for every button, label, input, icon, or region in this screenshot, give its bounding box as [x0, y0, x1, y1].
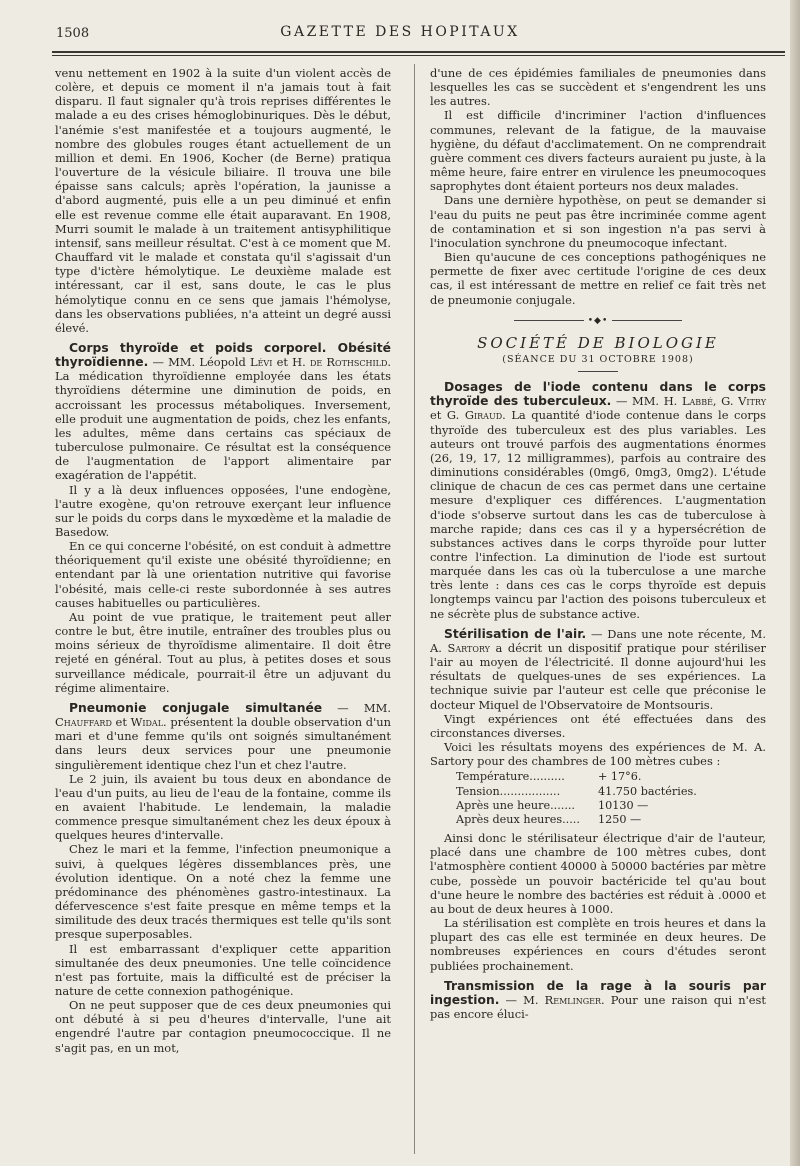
short-rule [578, 371, 618, 372]
column-divider [414, 64, 415, 1154]
paragraph: Au point de vue pratique, le traitement peut aller contre le but, être inutile, entraîner des troubles plus ou moins sérieux de thyroïdisme alimentaire. Il doit être rejeté en général. Tout au plus, à petites doses et sous surveillance médicale, pourrait-il être un adjuvant du régime alimentaire. [55, 609, 391, 695]
paragraph: Il est embarrassant d'expliquer cette apparition simultanée des deux pneumonies. Une telle coïncidence n'est pas fortuite, mais la difficulté est de préciser la nature de cette connexion pathogénique. [55, 941, 391, 998]
page-edge [790, 0, 800, 1166]
results-table [456, 770, 701, 827]
paragraph: Bien qu'aucune de ces conceptions pathogéniques ne permette de fixer avec certitude l'origine de ces deux cas, il est intéressant de mettre en relief ce fait très net de pneumonie conjugale. [430, 250, 766, 307]
section-title: Dosages de l'iode contenu dans le corps thyroïde des tuberculeux. [430, 380, 766, 409]
author: Lévi [250, 355, 273, 370]
section-title: Pneumonie conjugale simultanée [69, 700, 323, 715]
author: Vitry [738, 394, 766, 409]
author: de Rothschild [309, 355, 388, 370]
results-row: Tension................. 41.750 bactéries. [456, 784, 697, 798]
paragraph: On ne peut supposer que de ces deux pneumonies qui ont débuté à si peu d'heures d'intervalle, l'une ait engendré l'autre par contagion pneumococcique. Il ne s'agit pas, en un mot, [55, 998, 391, 1055]
section-rabies: Transmission de la rage à la souris par ingestion. — M. Remlinger. Pour une raison qui n'est pas encore éluci- [430, 978, 766, 1022]
paragraph: Ainsi donc le stérilisateur électrique d'air de l'auteur, placé dans une chambre de 100 mètres cubes, dont l'atmosphère contient 40000 à 50000 bactéries par mètre cube, possède un pouvoir bactéricide tel qu'au bout d'une heure le nombre des bactéries est réduit à .0000 et au bout de deux heures à 1000. [430, 831, 766, 916]
author: Sartory [447, 640, 490, 655]
running-title: GAZETTE DES HOPITAUX [280, 24, 520, 40]
author: Remlinger [544, 992, 602, 1007]
author: Chauffard [55, 715, 112, 730]
paragraph: Vingt expériences ont été effectuées dans des circonstances diverses. [430, 711, 766, 740]
paragraph: d'une de ces épidémies familiales de pneumonies dans lesquelles les cas se succèdent et s'engendrent les uns les autres. [430, 66, 766, 109]
author: Labbé [681, 394, 713, 409]
results-row: Température.......... + 17°6. [456, 770, 642, 784]
section-title: Corps thyroïde et poids corporel. Obésité thyroïdienne. [55, 340, 391, 370]
section-ornament: •◆• [430, 314, 766, 328]
author: Giraud [464, 408, 503, 423]
paragraph: La stérilisation est complète en trois heures et dans la plupart des cas elle est terminée en deux heures. De nombreuses expériences en cours d'études seront publiées prochainement. [430, 916, 766, 973]
paragraph: Le 2 juin, ils avaient bu tous deux en abondance de l'eau d'un puits, au lieu de l'eau de la fontaine, comme ils en avaient l'habitude. Le lendemain, la maladie commence presque simultanément chez les deux époux à quelques heures d'intervalle. [55, 771, 391, 843]
left-column [55, 66, 391, 1055]
section-iodine: Dosages de l'iode contenu dans le corps thyroïde des tuberculeux. — MM. H. Labbé, G. Vitry et G. Giraud. La quantité d'iode contenue dans le corps thyroïde des tuberculeux est des plus variables. Les auteurs ont trouvé parfois des augmentations énormes (26, 19, 17, 12 milligrammes), parfois au contraire des diminutions considérables (0mg6, 0mg3, 0mg2). L'étude clinique de chacun de ces cas permet dans une certaine mesure d'expliquer ces différences. L'augmentation d'iode s'observe surtout dans les cas de tuberculose à marche rapide; dans ces cas il y a hypersécrétion de substances actives dans le corps thyroïde pour lutter contre l'infection. La diminution de l'iode est surtout marquée dans les cas où la tuberculose a une marche très lente : dans ces cas le corps thyroïde est depuis longtemps vaincu par l'action des poisons tuberculeux et ne sécrète plus de substance active. [430, 380, 766, 621]
paragraph: Il y a là deux influences opposées, l'une endogène, l'autre exogène, qu'on retrouve exerçant leur influence sur le poids du corps dans le myxœdème et la maladie de Basedow. [55, 482, 391, 539]
section-thyroid: Corps thyroïde et poids corporel. Obésité thyroïdienne. — MM. Léopold Lévi et H. de Rothschild. La médication thyroïdienne employée dans les états thyroïdiens détermine une diminution de poids, en accroissant les processus métaboliques. Inversement, elle produit une augmentation de poids, chez les enfants, les adultes, même dans certains cas spéciaux de tuberculose pulmonaire. Ce résultat est la conséquence de l'augmentation de l'apport alimentaire par exagération de l'appétit. [55, 340, 391, 483]
section-title: Stérilisation de l'air. [444, 626, 587, 641]
session-date: (SÉANCE DU 31 OCTOBRE 1908) [502, 353, 694, 365]
paragraph: venu nettement en 1902 à la suite d'un violent accès de colère, et depuis ce moment il n'a jamais tout à fait disparu. Il faut signaler qu'à trois reprises différentes le malade a eu des crises hémoglobinuriques. Dès le début, l'anémie s'est manifestée et a toujours augmenté, le nombre des globules rouges étant actuellement de un million et demi. En 1906, Kocher (de Berne) pratiqua l'ouverture de la vésicule biliaire. Il trouva une bile épaisse sans calculs; après l'opération, la jaunisse a d'abord augmenté, puis elle a un peu diminué et enfin elle est revenue comme elle était auparavant. En 1908, Murri soumit le malade à un traitement antisyphilitique intensif, sans meilleur résultat. C'est à ce moment que M. Chauffard vit le malade et constata qu'il s'agissait d'un type d'ictère hémolytique. Le deuxième malade est intéressant, car il est, sans doute, le cas le plus hémolytique connu en ce sens que jamais l'hémolyse, dans les observations publiées, n'a atteint un degré aussi élevé. [55, 66, 391, 335]
right-column [430, 66, 766, 1021]
paragraph: Chez le mari et la femme, l'infection pneumonique a suivi, à quelques légères dissemblances près, une évolution identique. On a noté chez la femme une prédominance des phénomènes gastro-intestinaux. La défervescence s'est faite presque en même temps et la similitude des deux tracés thermiques est telle qu'ils sont presque superposables. [55, 842, 391, 942]
paragraph: En ce qui concerne l'obésité, on est conduit à admettre théoriquement qu'il existe une obésité thyroïdienne; en entendant par là une orientation nutritive qui favorise l'obésité, mais celle-ci reste subordonnée à ses autres causes habituelles ou particulières. [55, 539, 391, 610]
header-rule [52, 51, 785, 53]
results-row: Après deux heures..... 1250 — [456, 812, 642, 826]
section-sterilisation: Stérilisation de l'air. — Dans une note récente, M. A. Sartory a décrit un dispositif pratique pour stériliser l'air au moyen de l'électricité. Il donne aujourd'hui les résultats de quelques-unes de ses expériences. La technique suivie par l'auteur est celle que préconise le docteur Miquel de l'Observatoire de Montsouris. [430, 626, 766, 712]
paragraph: Voici les résultats moyens des expériences de M. A. Sartory pour des chambres de 100 mètres cubes : [430, 740, 766, 769]
author: Widal [130, 715, 164, 730]
paragraph: Il est difficile d'incriminer l'action d'influences communes, relevant de la fatigue, de la mauvaise hygiène, du défaut d'acclimatement. On ne comprendrait guère comment ces divers facteurs auraient pu juste, à la même heure, faire entrer en virulence les pneumocoques saprophytes dont étaient porteurs nos deux malades. [430, 108, 766, 194]
paragraph: Dans une dernière hypothèse, on peut se demander si l'eau du puits ne peut pas être incriminée comme agent de contamination et si son ingestion n'a pas servi à l'inoculation synchrone du pneumocoque infectant. [430, 193, 766, 250]
section-pneumonia: Pneumonie conjugale simultanée — MM. Chauffard et Widal. présentent la double observation d'un mari et d'une femme qu'ils ont soignés simultanément dans leurs deux services pour une pneumonie singulièrement identique chez l'un et chez l'autre. [55, 700, 391, 772]
header-rule-thin [52, 55, 785, 56]
society-heading: SOCIÉTÉ DE BIOLOGIE [477, 333, 719, 352]
section-title: Transmission de la rage à la souris par ingestion. [430, 978, 766, 1007]
page-number: 1508 [56, 26, 90, 41]
results-row: Après une heure....... 10130 — [456, 798, 649, 812]
